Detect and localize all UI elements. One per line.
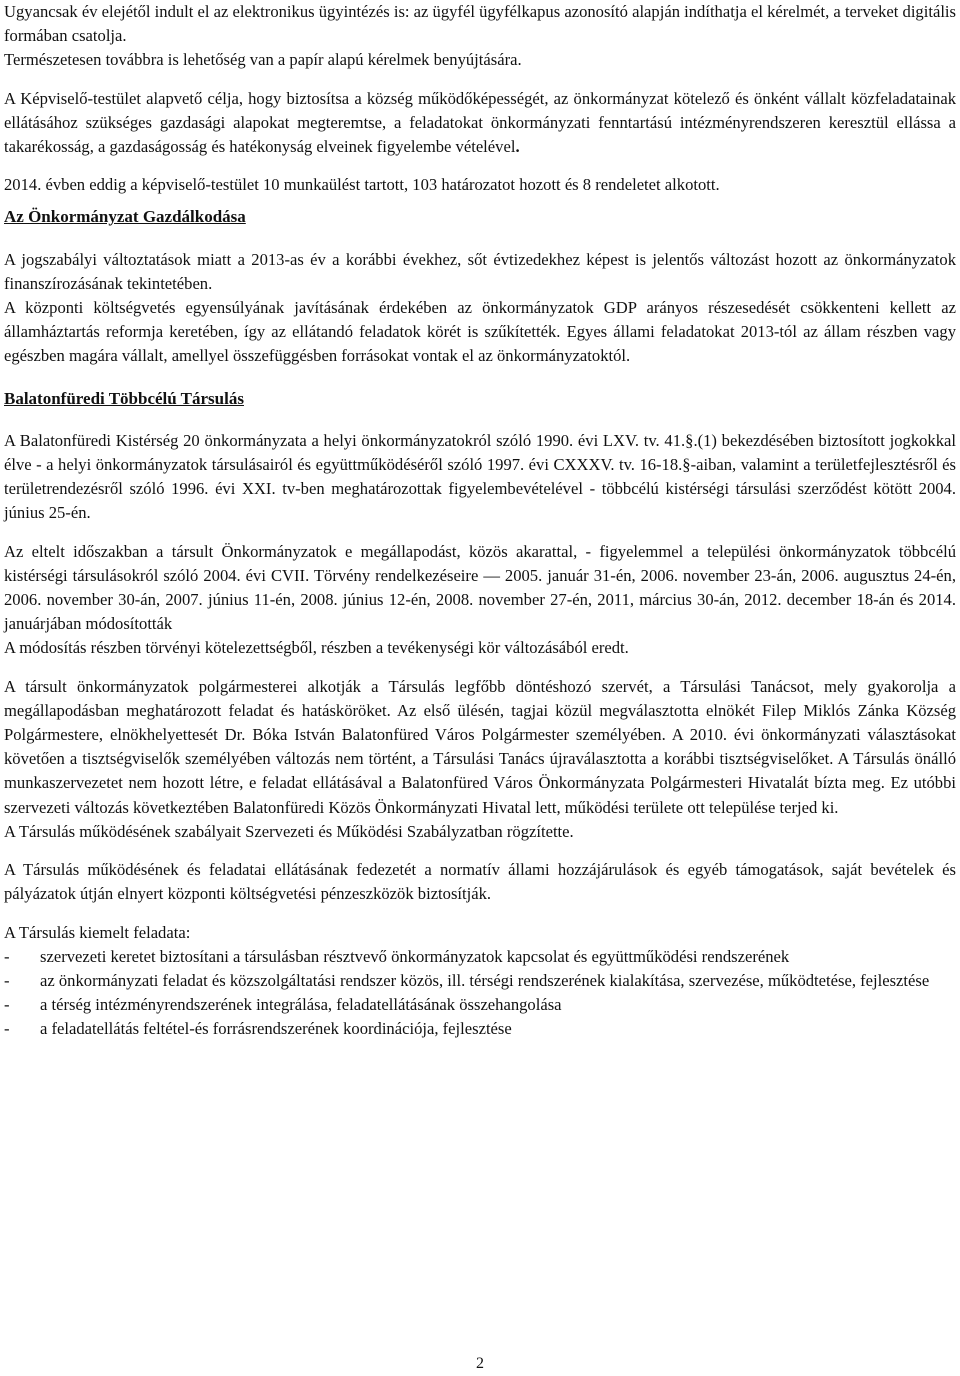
list-item bbox=[4, 993, 956, 1017]
tarsulas-paragraph-3: A módosítás részben törvényi kötelezettségből, részben a tevékenységi kör változásából eredt. bbox=[4, 638, 629, 658]
tasks-list bbox=[4, 945, 956, 1042]
tarsulas-paragraph-6: A Társulás működésének és feladatai ellátásának fedezetét a normatív állami hozzájárulások és egyéb támogatások, saját bevételek és pályázatok útján elnyert központi költségvetési pénzeszközök biztosítják. bbox=[4, 860, 956, 904]
goal-paragraph bbox=[4, 87, 956, 160]
intro-paragraph: Ugyancsak év elejétől indult el az elektronikus ügyintézés is: az ügyfél ügyfélkapus azonosító alapján indíthatja el kérelmét, a terveket digitális formában csatolja. bbox=[4, 2, 956, 46]
list-item bbox=[4, 969, 956, 993]
list-dash: - bbox=[4, 1019, 10, 1039]
tasks-intro: A Társulás kiemelt feladata: bbox=[4, 922, 191, 942]
tarsulas-paragraph-2: Az eltelt időszakban a társult Önkormányzatok e megállapodást, közös akarattal, - figyelemmel a települési önkormányzatok többcélú kistérségi társulásokról szóló 2004. évi CVII. Törvény rendelkezéseire — 2005. január 31-én, 2006. november 23-án, 2006. augusztus 24-én, 2006. november 30-án, 2007. június 11-én, 2008. június 12-én, 2008. november 27-én, 2011, március 30-án, 2012. december 18-án és 2014. januárjában módosították bbox=[4, 541, 956, 634]
list-item-text: a térség intézményrendszerének integrálása, feladatellátásának összehangolása bbox=[40, 995, 562, 1015]
list-dash: - bbox=[4, 946, 10, 966]
stats-2014-paragraph: 2014. évben eddig a képviselő-testület 10 munkaülést tartott, 103 határozatot hozott és 8 rendeletet alkotott. bbox=[4, 175, 720, 195]
list-item-text: szervezeti keretet biztosítani a társulásban résztvevő önkormányzatok kapcsolat és együttműködési rendszerének bbox=[40, 946, 790, 966]
section-heading-tarsulas: Balatonfüredi Többcélú Társulás bbox=[4, 388, 244, 408]
tarsulas-paragraph-1: A Balatonfüredi Kistérség 20 önkormányzata a helyi önkormányzatokról szóló 1990. évi LXV. tv. 41.§.(1) bekezdésében biztosított jogkokkal élve - a helyi önkormányzatok társulásairól és együttműködéséről szóló 1997. évi CXXXV. tv. 16-18.§-aiban, valamint a területfejlesztésről és területrendezésről szóló 1996. évi XXI. tv-ben meghatározottak figyelembevételével - többcélú kistérségi társulási szerződést kötött 2004. június 25-én. bbox=[4, 430, 956, 523]
page-number: 2 bbox=[476, 1355, 484, 1372]
list-dash: - bbox=[4, 970, 10, 990]
gazdalkodas-paragraph-2: A központi költségvetés egyensúlyának javításának érdekében az önkormányzatok GDP arányos részesedését csökkenteni kellett az államháztartás reformja keretében, így az ellátandó feladatok körét is szűkítették. Egyes állami feladatokat 2013-tól az állam részben vagy egészben magára vállalt, amellyel összefüggésben forrásokat vontak el az önkormányzatoktól. bbox=[4, 298, 956, 366]
intro-paragraph-2: Természetesen továbbra is lehetőség van a papír alapú kérelmek benyújtására. bbox=[4, 50, 522, 70]
list-item bbox=[4, 1017, 956, 1041]
list-item bbox=[4, 945, 956, 969]
tarsulas-paragraph-4: A társult önkormányzatok polgármesterei alkotják a Társulás legfőbb döntéshozó szervét, a Társulási Tanácsot, mely gyakorolja a megállapodásban meghatározott feladat és hatásköröket. Az első ülésén, tagjai közül megválasztotta elnökét Filep Miklós Zánka Község Polgármestere, elnökhelyettesét Dr. Bóka István Balatonfüred Város Polgármester személyében. A 2010. évi önkormányzati választásokat követően a tisztségviselők személyében változás nem történt, a Társulási Tanács újraválasztotta a korábbi tisztségviselőket. A Társulás önálló munkaszervezetet nem hozott létre, e feladat ellátásával a Balatonfüred Város Önkormányzata Polgármesteri Hivatalát bízta meg. Ez utóbbi szervezeti változás következtében Balatonfüredi Közös Önkormányzati Hivatal lett, működési területe ott települése terjed ki. bbox=[4, 676, 956, 817]
list-dash: - bbox=[4, 995, 10, 1015]
tarsulas-paragraph-5: A Társulás működésének szabályait Szervezeti és Működési Szabályzatban rögzítette. bbox=[4, 821, 574, 841]
section-heading-gazdalkodas: Az Önkormányzat Gazdálkodása bbox=[4, 207, 246, 227]
gazdalkodas-paragraph-1: A jogszabályi változtatások miatt a 2013-as év a korábbi évekhez, sőt évtizedekhez képest is jelentős változást hozott az önkormányzatok finanszírozásának tekintetében. bbox=[4, 249, 956, 293]
list-item-text: az önkormányzati feladat és közszolgáltatási rendszer közös, ill. térségi rendszerének kialakítása, szervezése, működtetése, fejlesztése bbox=[40, 970, 930, 990]
list-item-text: a feladatellátás feltétel-és forrásrendszerének koordinációja, fejlesztése bbox=[40, 1019, 512, 1039]
goal-text: A Képviselő-testület alapvető célja, hogy biztosítsa a község működőképességét, az önkormányzat kötelező és önként vállalt közfeladatainak ellátásához szükséges gazdasági alapokat megteremtse, a feladatokat önkormányzati fenntartású intézményrendszeren keresztül ellássa a takarékosság, a gazdaságosság és hatékonyság elveinek figyelembe vételével bbox=[4, 88, 956, 157]
goal-end: . bbox=[515, 137, 520, 157]
